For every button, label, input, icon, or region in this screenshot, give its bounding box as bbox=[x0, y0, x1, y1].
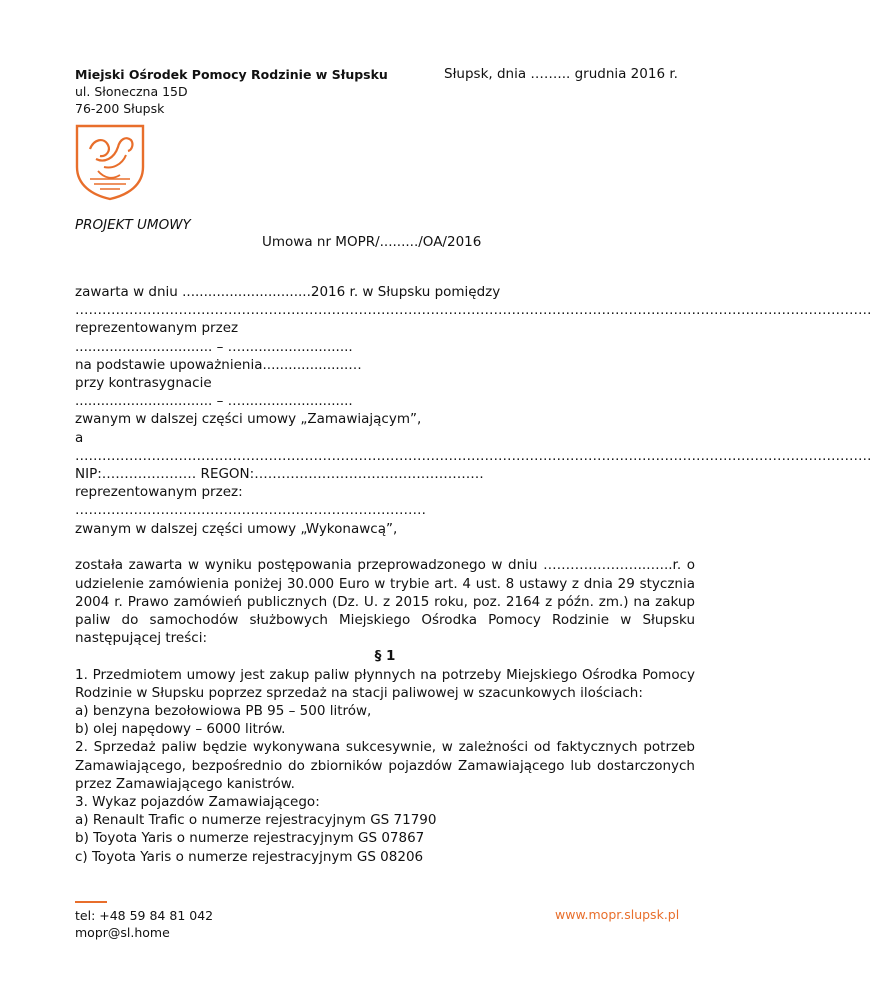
body-line: a bbox=[75, 429, 84, 446]
footer-phone: tel: +48 59 84 81 042 bbox=[75, 908, 214, 923]
body-line: ................................ – ….......................... bbox=[75, 338, 353, 355]
body-line: …………………………………………………………………………………………………………………………………………………………… bbox=[75, 302, 872, 319]
date-line: Słupsk, dnia ……... grudnia 2016 r. bbox=[444, 66, 678, 82]
body-line: ................................ – ….......................... bbox=[75, 393, 353, 410]
section-item: b) Toyota Yaris o numerze rejestracyjnym GS 07867 bbox=[75, 830, 425, 847]
body-line: reprezentowanym przez bbox=[75, 320, 239, 337]
body-line: …………………………………………………………………… bbox=[75, 502, 426, 519]
city-address: 76-200 Słupsk bbox=[75, 101, 165, 116]
section-item: c) Toyota Yaris o numerze rejestracyjnym GS 08206 bbox=[75, 848, 424, 865]
section-item: 3. Wykaz pojazdów Zamawiającego: bbox=[75, 794, 320, 811]
footer-divider bbox=[75, 901, 107, 903]
section-item: b) olej napędowy – 6000 litrów. bbox=[75, 721, 286, 738]
footer-contact bbox=[75, 907, 213, 941]
section-mark: § 1 bbox=[374, 648, 396, 665]
street-address: ul. Słoneczna 15D bbox=[75, 84, 188, 99]
section-paragraph: 1. Przedmiotem umowy jest zakup paliw płynnych na potrzeby Miejskiego Ośrodka Pomocy Rodzinie w Słupsku poprzez sprzedaż na stacji paliwowej w szacunkowych ilościach: bbox=[75, 666, 695, 701]
body-line: zawarta w dniu ..............................2016 r. w Słupsku pomiędzy bbox=[75, 284, 501, 300]
draft-title: PROJEKT UMOWY bbox=[75, 217, 191, 233]
body-line: NIP:………………… REGON:…………………………………………… bbox=[75, 466, 484, 483]
section-item: a) Renault Trafic o numerze rejestracyjnym GS 71790 bbox=[75, 812, 437, 829]
body-line: przy kontrasygnacie bbox=[75, 375, 212, 392]
footer-email: mopr@sl.home bbox=[75, 925, 170, 940]
contract-body bbox=[75, 283, 872, 866]
contract-number: Umowa nr MOPR/........./OA/2016 bbox=[262, 234, 482, 250]
body-line: na podstawie upoważnienia....................… bbox=[75, 356, 362, 373]
phoenix-crest-icon bbox=[74, 123, 146, 201]
section-item: a) benzyna bezołowiowa PB 95 – 500 litrów, bbox=[75, 703, 372, 720]
footer-website[interactable]: www.mopr.slupsk.pl bbox=[555, 907, 680, 922]
section-paragraph: 2. Sprzedaż paliw będzie wykonywana sukcesywnie, w zależności od faktycznych potrzeb Zamawiającego, bezpośrednio do zbiorników pojazdów Zamawiającego lub dostarczonych przez Zamawiającego kanistrów. bbox=[75, 739, 695, 792]
organization-name: Miejski Ośrodek Pomocy Rodzinie w Słupsku bbox=[75, 67, 388, 82]
body-line: reprezentowanym przez: bbox=[75, 484, 243, 501]
intro-paragraph: została zawarta w wyniku postępowania przeprowadzonego w dniu …………………..…...r. o udzielenie zamówienia poniżej 30.000 Euro w trybie art. 4 ust. 8 ustawy z dnia 29 stycznia 2004 r. Prawo zamówień publicznych (Dz. U. z 2015 roku, poz. 2164 z późn. zm.) na zakup paliw do samochodów służbowych Miejskiego Ośrodka Pomocy Rodzinie w Słupsku następującej treści: bbox=[75, 557, 695, 647]
body-line: zwanym w dalszej części umowy „Zamawiającym”, bbox=[75, 411, 422, 428]
sender-address bbox=[75, 66, 388, 117]
body-line: …………………………………………………………………………………………………………………………………………………………… bbox=[75, 447, 872, 464]
body-line: zwanym w dalszej części umowy „Wykonawcą”, bbox=[75, 520, 398, 537]
